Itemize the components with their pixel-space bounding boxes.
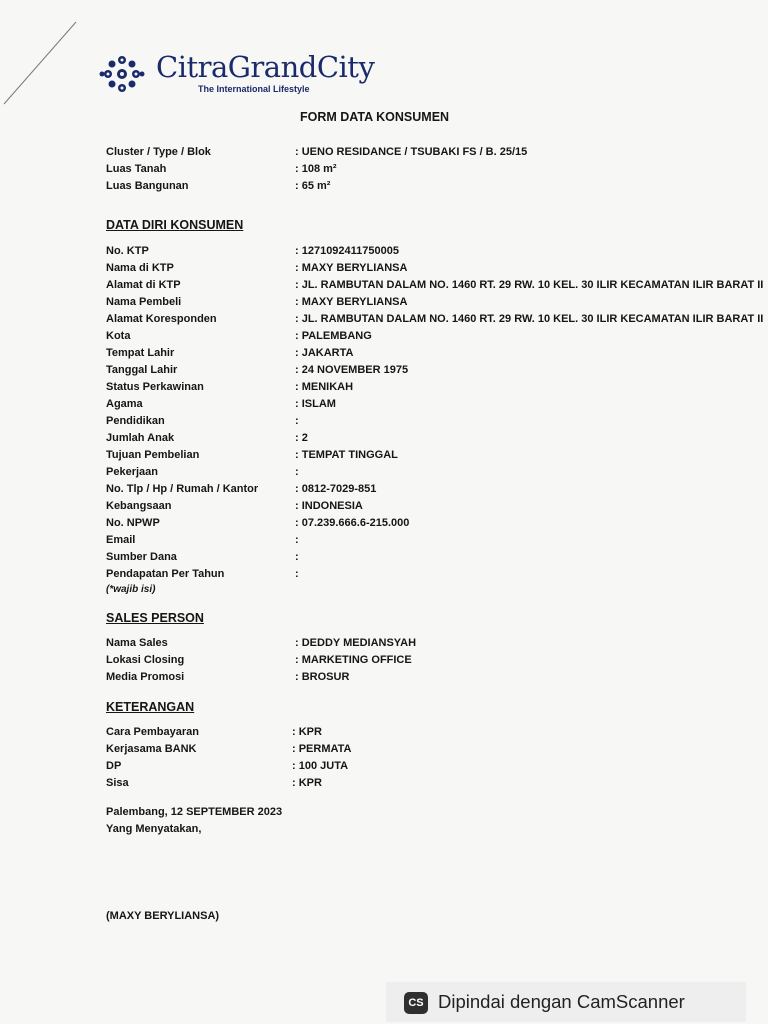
field-value: : KPR [292, 726, 322, 738]
section-heading-data-diri: DATA DIRI KONSUMEN [106, 218, 244, 232]
field-label: Kebangsaan [106, 500, 172, 512]
field-label: No. NPWP [106, 517, 160, 529]
field-label: Luas Bangunan [106, 180, 189, 192]
field-value: : 07.239.666.6-215.000 [295, 517, 410, 529]
field-label: Tempat Lahir [106, 347, 175, 359]
camscanner-icon: CS [404, 992, 428, 1014]
field-value: : PALEMBANG [295, 330, 372, 342]
field-value: : UENO RESIDANCE / TSUBAKI FS / B. 25/15 [295, 146, 528, 158]
field-label: Nama Pembeli [106, 296, 182, 308]
section-heading-keterangan: KETERANGAN [106, 700, 195, 714]
required-note: (*wajib isi) [106, 584, 156, 595]
field-label: Tujuan Pembelian [106, 449, 200, 461]
brand-name: CitraGrandCity [156, 50, 375, 84]
field-value: : [295, 551, 299, 563]
field-label: Pendidikan [106, 415, 165, 427]
field-label: Luas Tanah [106, 163, 167, 175]
field-value: : [295, 415, 299, 427]
field-value: : JL. RAMBUTAN DALAM NO. 1460 RT. 29 RW. 10 KEL. 30 ILIR KECAMATAN ILIR BARAT II [295, 279, 764, 291]
field-value: : JL. RAMBUTAN DALAM NO. 1460 RT. 29 RW. 10 KEL. 30 ILIR KECAMATAN ILIR BARAT II [295, 313, 764, 325]
field-value: : 65 m² [295, 180, 331, 192]
field-label: Tanggal Lahir [106, 364, 178, 376]
field-label: Agama [106, 398, 143, 410]
page-fold-mark [0, 0, 110, 110]
field-value: : MAXY BERYLIANSA [295, 296, 408, 308]
field-label: Alamat Koresponden [106, 313, 217, 325]
camscanner-watermark [386, 982, 746, 1022]
field-label: Lokasi Closing [106, 654, 185, 666]
field-label: Email [106, 534, 136, 546]
field-label: Nama Sales [106, 637, 168, 649]
field-value: : TEMPAT TINGGAL [295, 449, 398, 461]
field-value: : MENIKAH [295, 381, 354, 393]
field-label: Sisa [106, 777, 129, 789]
statement: Yang Menyatakan, [106, 823, 202, 835]
field-label: No. Tlp / Hp / Rumah / Kantor [106, 483, 259, 495]
field-value: : JAKARTA [295, 347, 354, 359]
field-value: : 100 JUTA [292, 760, 349, 772]
signatory-name: (MAXY BERYLIANSA) [106, 910, 220, 922]
field-label: DP [106, 760, 122, 772]
field-label: Media Promosi [106, 671, 185, 683]
field-value: : PERMATA [292, 743, 352, 755]
field-label: Kerjasama BANK [106, 743, 197, 755]
flower-logo-icon [98, 54, 146, 94]
field-label: Sumber Dana [106, 551, 177, 563]
field-label: Status Perkawinan [106, 381, 204, 393]
field-value: : BROSUR [295, 671, 350, 683]
field-label: Jumlah Anak [106, 432, 175, 444]
field-value: : 24 NOVEMBER 1975 [295, 364, 409, 376]
field-label: Kota [106, 330, 131, 342]
place-date: Palembang, 12 SEPTEMBER 2023 [106, 806, 283, 818]
field-value: : MAXY BERYLIANSA [295, 262, 408, 274]
field-label: No. KTP [106, 245, 149, 257]
field-label: Alamat di KTP [106, 279, 181, 291]
field-value: : DEDDY MEDIANSYAH [295, 637, 417, 649]
field-value: : [295, 568, 299, 580]
field-value: : KPR [292, 777, 322, 789]
field-label: Pekerjaan [106, 466, 158, 478]
field-label: Cluster / Type / Blok [106, 146, 211, 158]
section-heading-sales: SALES PERSON [106, 611, 204, 625]
field-value: : [295, 466, 299, 478]
field-value: : [295, 534, 299, 546]
brand-tagline: The International Lifestyle [198, 84, 310, 94]
form-title: FORM DATA KONSUMEN [300, 110, 450, 124]
field-value: : INDONESIA [295, 500, 363, 512]
field-label: Pendapatan Per Tahun [106, 568, 225, 580]
field-label: Cara Pembayaran [106, 726, 199, 738]
field-value: : 108 m² [295, 163, 337, 175]
field-value: : 2 [295, 432, 308, 444]
field-value: : 1271092411750005 [295, 245, 399, 257]
field-value: : 0812-7029-851 [295, 483, 377, 495]
field-label: Nama di KTP [106, 262, 174, 274]
field-value: : MARKETING OFFICE [295, 654, 412, 666]
field-value: : ISLAM [295, 398, 336, 410]
camscanner-text: Dipindai dengan CamScanner [438, 991, 685, 1012]
